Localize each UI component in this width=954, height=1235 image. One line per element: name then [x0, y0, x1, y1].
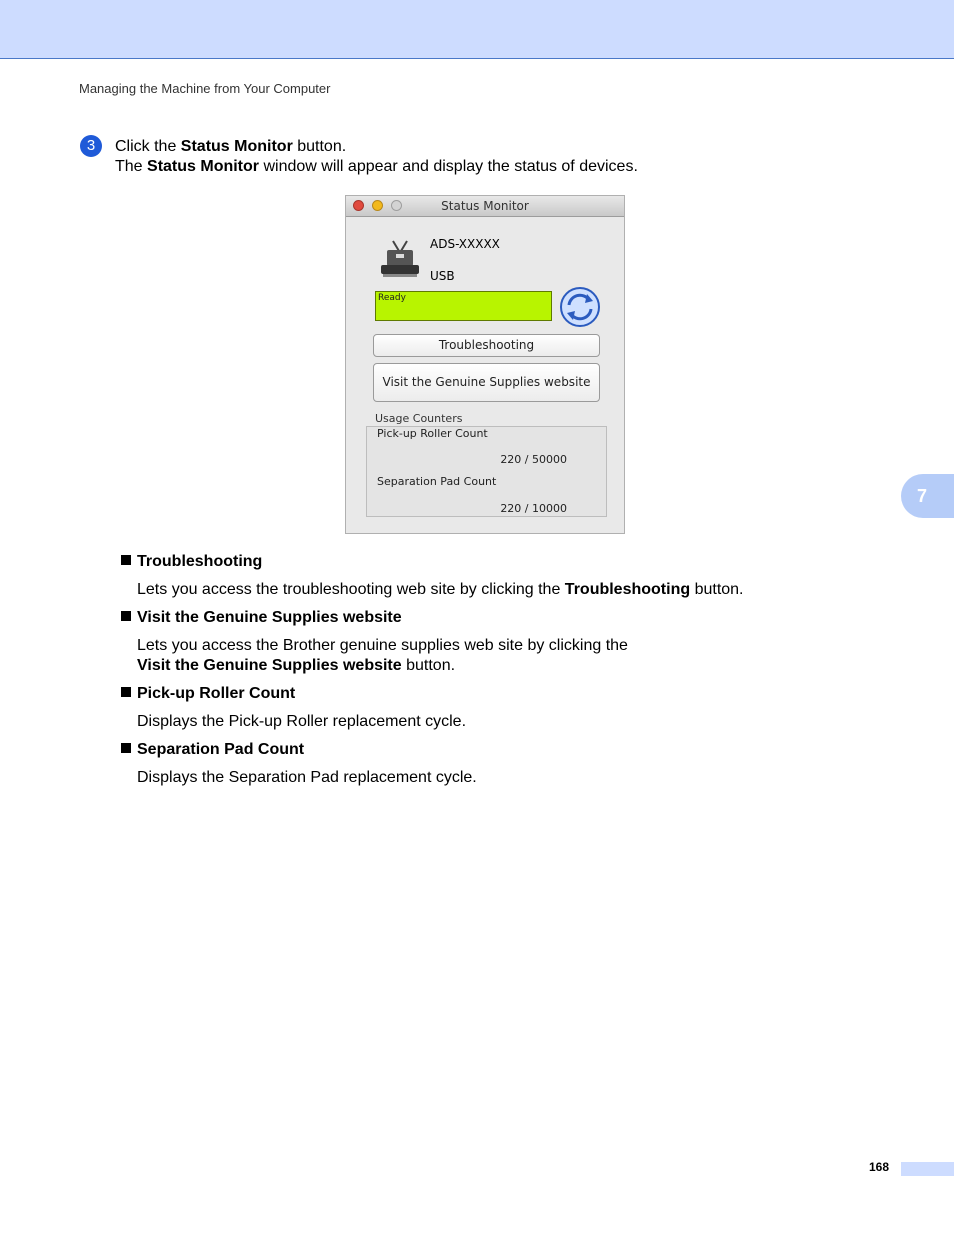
item-title-genuine-supplies — [121, 609, 402, 627]
item-title-text: Visit the Genuine Supplies website — [137, 609, 402, 626]
item-title-separation-pad — [121, 741, 304, 759]
scanner-device-icon — [379, 239, 421, 279]
item-desc-pre: Lets you access the troubleshooting web site by clicking the — [137, 581, 565, 598]
device-connection: USB — [430, 269, 455, 283]
step-number-badge: 3 — [80, 135, 102, 157]
status-monitor-window — [345, 195, 625, 534]
step-line-2-pre: The — [115, 158, 148, 175]
page-number: 168 — [869, 1160, 890, 1174]
usage-counters-box — [366, 426, 607, 517]
genuine-supplies-button[interactable]: Visit the Genuine Supplies website — [373, 363, 600, 402]
top-band — [0, 0, 954, 59]
troubleshooting-button[interactable]: Troubleshooting — [373, 334, 600, 357]
bullet-square — [121, 611, 131, 621]
step-line-1 — [115, 137, 638, 157]
step-line-1-pre: Click the — [115, 138, 181, 155]
item-desc-genuine-supplies — [137, 636, 628, 676]
item-title-pickup-roller — [121, 685, 295, 703]
step-line-1-post: button. — [292, 138, 347, 155]
device-status-box — [375, 291, 552, 321]
step-instruction — [115, 137, 638, 177]
item-desc-post: button. — [401, 657, 456, 674]
item-desc-line-2 — [137, 656, 628, 676]
usage-counters-label: Usage Counters — [375, 412, 463, 425]
item-desc-troubleshooting — [137, 580, 744, 600]
item-desc-line-1: Lets you access the Brother genuine supplies web site by clicking the — [137, 637, 628, 654]
bullet-square — [121, 555, 131, 565]
separation-pad-count-label: Separation Pad Count — [377, 475, 497, 488]
window-title: Status Monitor — [441, 199, 529, 213]
pickup-roller-count-value: 220 / 50000 — [500, 453, 567, 466]
item-desc-bold: Visit the Genuine Supplies website — [137, 657, 402, 674]
item-title-text: Separation Pad Count — [137, 741, 305, 758]
step-line-1-bold: Status Monitor — [180, 138, 293, 155]
item-title-troubleshooting — [121, 553, 262, 571]
window-titlebar[interactable] — [346, 196, 624, 217]
bullet-square — [121, 743, 131, 753]
step-line-2-post: window will appear and display the status of devices. — [259, 158, 638, 175]
device-status-text: Ready — [378, 293, 406, 303]
item-desc-bold: Troubleshooting — [564, 581, 691, 598]
item-title-text: Troubleshooting — [137, 553, 263, 570]
pickup-roller-count-label: Pick-up Roller Count — [377, 427, 488, 440]
step-line-2 — [115, 157, 638, 177]
device-model: ADS-XXXXX — [430, 237, 500, 251]
item-desc-separation-pad: Displays the Separation Pad replacement cycle. — [137, 769, 477, 786]
running-header: Managing the Machine from Your Computer — [79, 81, 331, 96]
item-title-text: Pick-up Roller Count — [137, 685, 296, 702]
separation-pad-count-value: 220 / 10000 — [500, 502, 567, 515]
refresh-icon[interactable] — [559, 286, 601, 328]
item-desc-post: button. — [690, 581, 744, 598]
page-number-bar — [901, 1162, 954, 1176]
step-line-2-bold: Status Monitor — [147, 158, 260, 175]
chapter-tab: 7 — [901, 474, 954, 518]
bullet-square — [121, 687, 131, 697]
item-desc-pickup-roller: Displays the Pick-up Roller replacement cycle. — [137, 713, 467, 730]
